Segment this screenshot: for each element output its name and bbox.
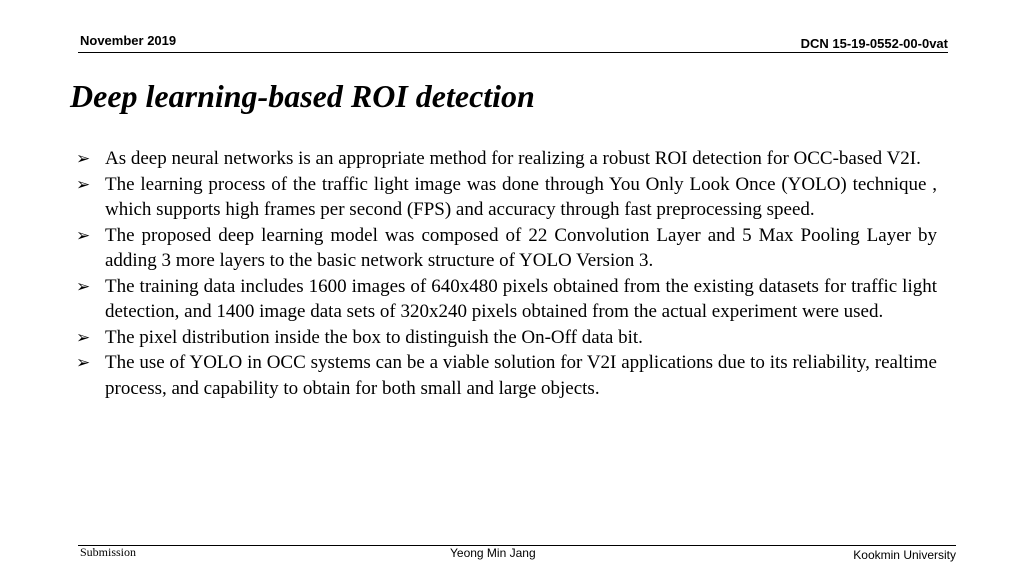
bullet-item — [76, 350, 937, 401]
bullet-item — [76, 325, 937, 351]
footer-submission: Submission — [80, 545, 137, 559]
bullet-text: The pixel distribution inside the box to distinguish the On-Off data bit. — [105, 326, 643, 348]
bullet-text: The use of YOLO in OCC systems can be a viable solution for V2I applications due to its reliability, realtime process, and capability to obtain for both small and large objects. — [105, 352, 937, 399]
header-dcn: DCN 15-19-0552-00-0vat — [800, 36, 948, 51]
arrow-bullet-icon: ➢ — [76, 276, 91, 296]
bullet-item — [76, 172, 937, 223]
bullet-text: The learning process of the traffic light image was done through You Only Look Once (YOLO) technique , which supports high frames per second (FPS) and accuracy through fast preprocessing speed. — [105, 173, 937, 220]
header-date: November 2019 — [80, 33, 177, 48]
bullet-item — [76, 223, 937, 274]
bullet-item — [76, 146, 937, 172]
bullet-text: The training data includes 1600 images of 640x480 pixels obtained from the existing datasets for traffic light detection, and 1400 image data sets of 320x240 pixels obtained from the actual experiment were used. — [105, 275, 937, 322]
bullet-text: As deep neural networks is an appropriate method for realizing a robust ROI detection for OCC-based V2I. — [105, 148, 921, 169]
header-divider — [78, 52, 948, 53]
arrow-bullet-icon: ➢ — [76, 225, 91, 245]
footer-affiliation: Kookmin University — [853, 548, 956, 562]
arrow-bullet-icon: ➢ — [76, 174, 91, 194]
arrow-bullet-icon: ➢ — [76, 327, 91, 347]
arrow-bullet-icon: ➢ — [76, 353, 91, 372]
slide-title: Deep learning-based ROI detection — [70, 78, 535, 114]
arrow-bullet-icon: ➢ — [76, 149, 91, 168]
bullet-text: The proposed deep learning model was composed of 22 Convolution Layer and 5 Max Pooling Layer by adding 3 more layers to the basic network structure of YOLO Version 3. — [105, 224, 937, 271]
bullet-item — [76, 274, 937, 325]
footer-author: Yeong Min Jang — [450, 546, 536, 560]
bullet-list — [76, 146, 937, 401]
